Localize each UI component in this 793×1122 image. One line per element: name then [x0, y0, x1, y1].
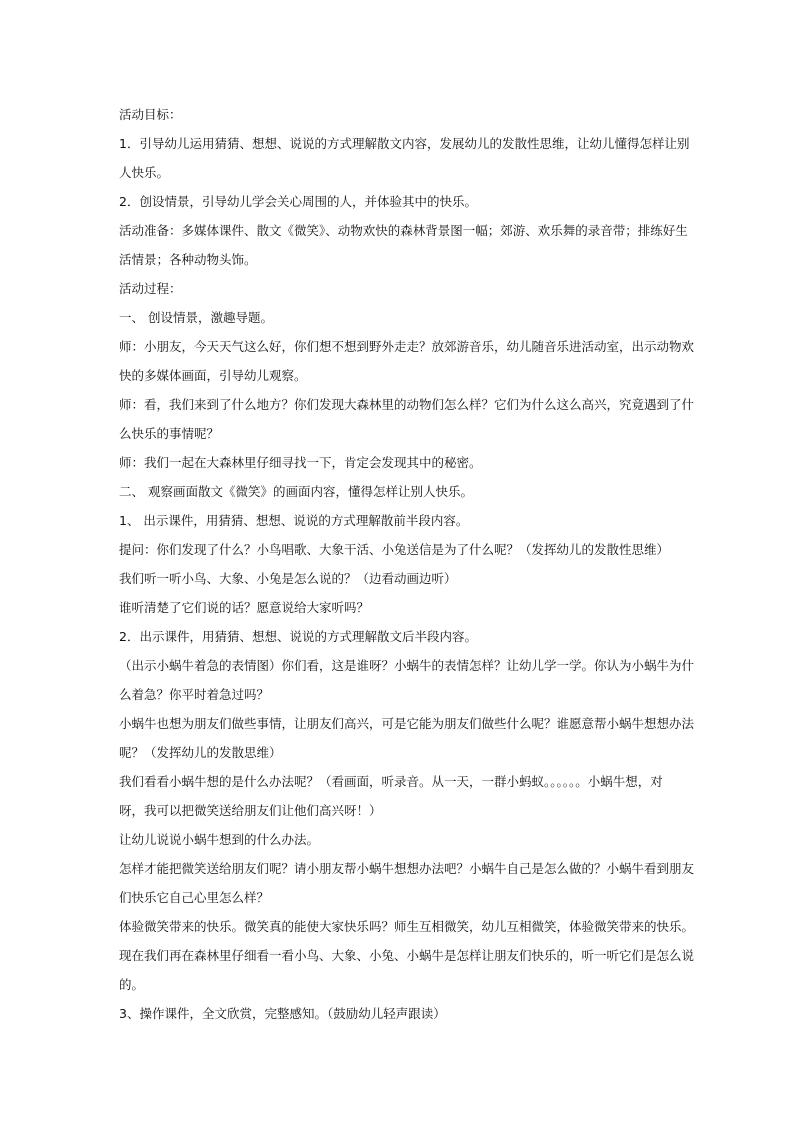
text-line: 呀，我可以把微笑送给朋友们让他们高兴呀！） [119, 803, 382, 818]
text-line: 师：小朋友，今天天气这么好，你们想不想到野外走走？放郊游音乐，幼儿随音乐进活动室，出示动物欢 [119, 339, 695, 354]
text-line: 师：我们一起在大森林里仔细寻找一下，肯定会发现其中的秘密。 [119, 455, 482, 470]
text-line: 怎样才能把微笑送给朋友们呢？请小朋友帮小蜗牛想想办法吧？小蜗牛自己是怎么做的？小蜗牛看到朋友 [119, 861, 695, 876]
text-line: 么着急？你平时着急过吗？ [119, 687, 270, 702]
text-line: 3、操作课件，全文欣赏，完整感知。（鼓励幼儿轻声跟读） [119, 1006, 446, 1021]
text-line: 我们看看小蜗牛想的是什么办法呢？（看画面，听录音。从一天，一群小蚂蚁。。。。。。小蜗牛想，对 [119, 774, 663, 789]
text-line: 人快乐。 [119, 165, 170, 180]
text-line: 一、 创设情景，激趣导题。 [119, 310, 273, 325]
text-line: 让幼儿说说小蜗牛想到的什么办法。 [119, 832, 320, 847]
text-line: 现在我们再在森林里仔细看一看小鸟、大象、小兔、小蜗牛是怎样让朋友们快乐的，听一听它们是怎么说 [119, 948, 695, 963]
text-line: 的。 [119, 977, 145, 992]
text-line: 1．引导幼儿运用猜猜、想想、说说的方式理解散文内容，发展幼儿的发散性思维，让幼儿懂得怎样让别 [119, 136, 690, 151]
text-line: 活动准备：多媒体课件、散文《微笑》、动物欢快的森林背景图一幅；郊游、欢乐舞的录音带；排练好生 [119, 223, 688, 238]
text-line: 谁听清楚了它们说的话？愿意说给大家听吗？ [119, 600, 370, 615]
text-line: 活情景；各种动物头饰。 [119, 252, 257, 267]
text-line: 提问：你们发现了什么？小鸟唱歌、大象干活、小兔送信是为了什么呢？（发挥幼儿的发散性思维） [119, 542, 670, 557]
text-line: 2．创设情景，引导幼儿学会关心周围的人，并体验其中的快乐。 [119, 194, 477, 209]
text-line: 快的多媒体画面，引导幼儿观察。 [119, 368, 307, 383]
text-line: 2．出示课件，用猜猜、想想、说说的方式理解散文后半段内容。 [119, 629, 477, 644]
text-line: 活动过程： [119, 281, 182, 296]
text-line: 1、 出示课件，用猜猜、想想、说说的方式理解散前半段内容。 [119, 513, 469, 528]
text-line: 呢？（发挥幼儿的发散思维） [119, 745, 282, 760]
text-line: 么快乐的事情呢？ [119, 426, 220, 441]
text-line: 体验微笑带来的快乐。微笑真的能使大家快乐吗？师生互相微笑，幼儿互相微笑，体验微笑带来的快乐。 [119, 919, 695, 934]
text-line: 们快乐它自己心里怎么样？ [119, 890, 270, 905]
text-line: （出示小蜗牛着急的表情图）你们看，这是谁呀？小蜗牛的表情怎样？让幼儿学一学。你认为小蜗牛为什 [119, 658, 695, 673]
text-line: 二、 观察画面散文《微笑》的画面内容，懂得怎样让别人快乐。 [119, 484, 473, 499]
text-line: 小蜗牛也想为朋友们做些事情，让朋友们高兴，可是它能为朋友们做些什么呢？谁愿意帮小蜗牛想想办法 [119, 716, 695, 731]
text-line: 活动目标： [119, 107, 182, 122]
text-line: 我们听一听小鸟、大象、小兔是怎么说的？（边看动画边听） [119, 571, 457, 586]
text-line: 师：看，我们来到了什么地方？你们发现大森林里的动物们怎么样？它们为什么这么高兴，究竟遇到了什 [119, 397, 695, 412]
document-body [119, 100, 695, 1028]
